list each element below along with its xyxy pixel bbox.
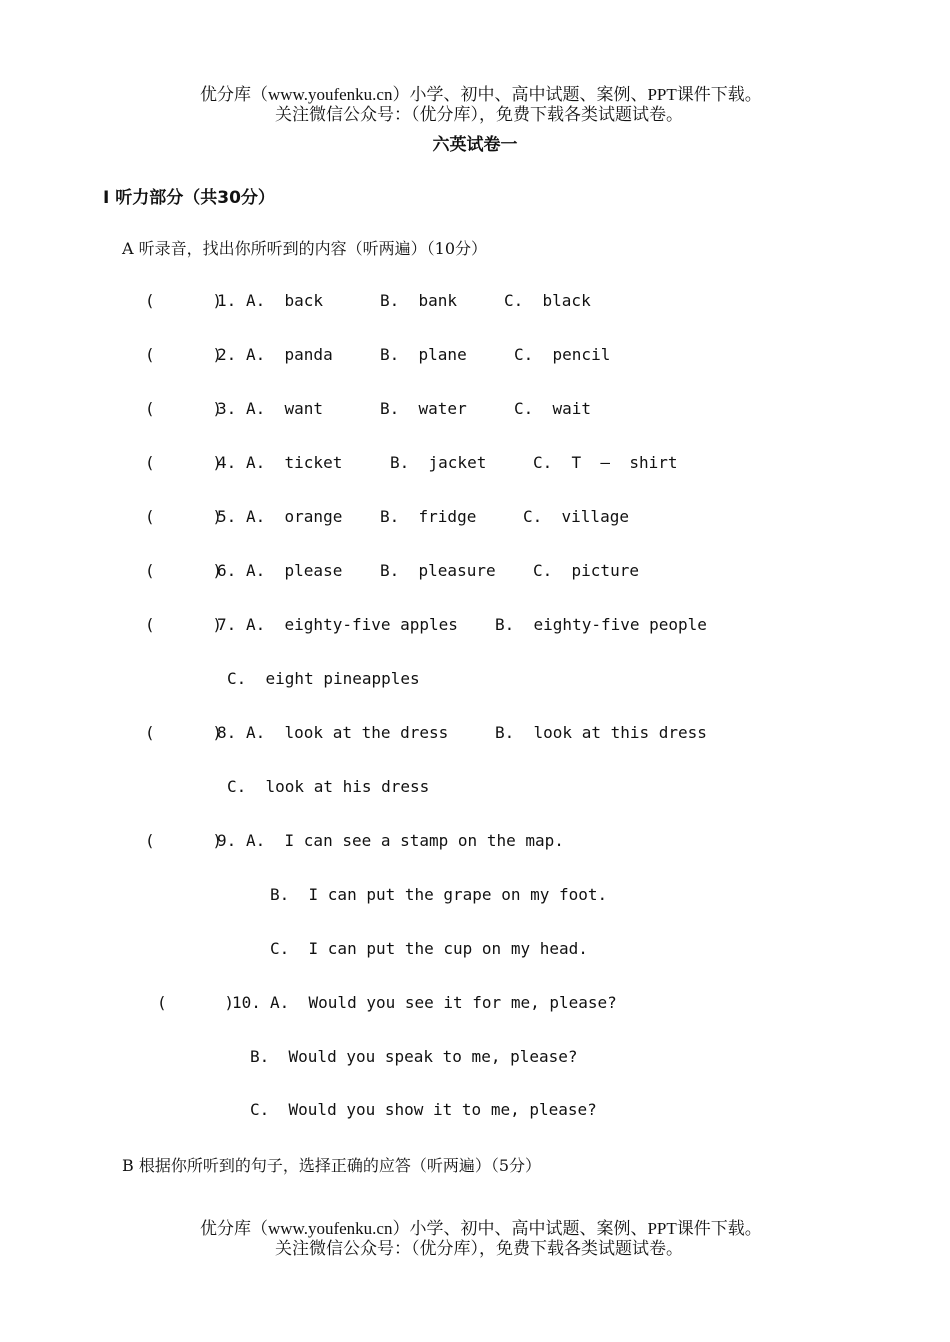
option-c: C. village xyxy=(523,507,629,526)
option-c: C. pencil xyxy=(514,345,611,364)
option-a: A. Would you see it for me, please? xyxy=(270,993,617,1012)
answer-blank: ( ) xyxy=(145,453,223,472)
option-a: A. panda xyxy=(246,345,333,364)
answer-blank: ( ) xyxy=(145,615,223,634)
option-a: A. I can see a stamp on the map. xyxy=(246,831,564,850)
option-c: C. T – shirt xyxy=(533,453,678,472)
question-number: 6. xyxy=(217,561,237,580)
answer-blank: ( ) xyxy=(145,831,223,850)
option-c: C. I can put the cup on my head. xyxy=(270,939,588,958)
section-listening-heading: I 听力部分（共30分） xyxy=(103,188,275,208)
question-number: 7. xyxy=(217,615,237,634)
option-b: B. jacket xyxy=(390,453,487,472)
footer-line-2: 关注微信公众号：（优分库），免费下载各类试题试卷。 xyxy=(275,1239,683,1258)
option-a: A. eighty-five apples xyxy=(246,615,458,634)
question-number: 2. xyxy=(217,345,237,364)
option-b: B. Would you speak to me, please? xyxy=(250,1047,578,1066)
answer-blank: ( ) xyxy=(157,993,235,1012)
question-number: 4. xyxy=(217,453,237,472)
answer-blank: ( ) xyxy=(145,723,223,742)
option-b: B. eighty-five people xyxy=(495,615,707,634)
question-number: 1. xyxy=(217,291,237,310)
option-c: C. look at his dress xyxy=(227,777,430,796)
part-a-heading: A 听录音，找出你所听到的内容（听两遍）（10分） xyxy=(122,239,488,258)
answer-blank: ( ) xyxy=(145,507,223,526)
option-c: C. eight pineapples xyxy=(227,669,420,688)
option-c: C. Would you show it to me, please? xyxy=(250,1100,597,1119)
option-c: C. black xyxy=(504,291,591,310)
question-number: 9. xyxy=(217,831,237,850)
header-line-1: 优分库（www.youfenku.cn）小学、初中、高中试题、案例、PPT课件下载。 xyxy=(200,85,762,104)
question-number: 8. xyxy=(217,723,237,742)
option-b: B. water xyxy=(380,399,467,418)
option-a: A. want xyxy=(246,399,324,418)
answer-blank: ( ) xyxy=(145,561,223,580)
answer-blank: ( ) xyxy=(145,399,223,418)
option-a: A. look at the dress xyxy=(246,723,449,742)
option-b: B. plane xyxy=(380,345,467,364)
question-number: 10. xyxy=(232,993,261,1012)
option-a: A. ticket xyxy=(246,453,343,472)
option-a: A. please xyxy=(246,561,343,580)
answer-blank: ( ) xyxy=(145,291,223,310)
question-number: 3. xyxy=(217,399,237,418)
option-b: B. look at this dress xyxy=(495,723,707,742)
option-c: C. wait xyxy=(514,399,592,418)
footer-line-1: 优分库（www.youfenku.cn）小学、初中、高中试题、案例、PPT课件下载。 xyxy=(200,1219,762,1238)
option-a: A. back xyxy=(246,291,324,310)
option-c: C. picture xyxy=(533,561,639,580)
option-b: B. I can put the grape on my foot. xyxy=(270,885,608,904)
option-b: B. pleasure xyxy=(380,561,496,580)
exam-title: 六英试卷一 xyxy=(432,135,518,155)
part-b-heading: B 根据你所听到的句子，选择正确的应答（听两遍）（5分） xyxy=(122,1156,542,1175)
option-b: B. bank xyxy=(380,291,458,310)
header-line-2: 关注微信公众号：（优分库），免费下载各类试题试卷。 xyxy=(275,105,683,124)
answer-blank: ( ) xyxy=(145,345,223,364)
option-a: A. orange xyxy=(246,507,343,526)
option-b: B. fridge xyxy=(380,507,477,526)
question-number: 5. xyxy=(217,507,237,526)
